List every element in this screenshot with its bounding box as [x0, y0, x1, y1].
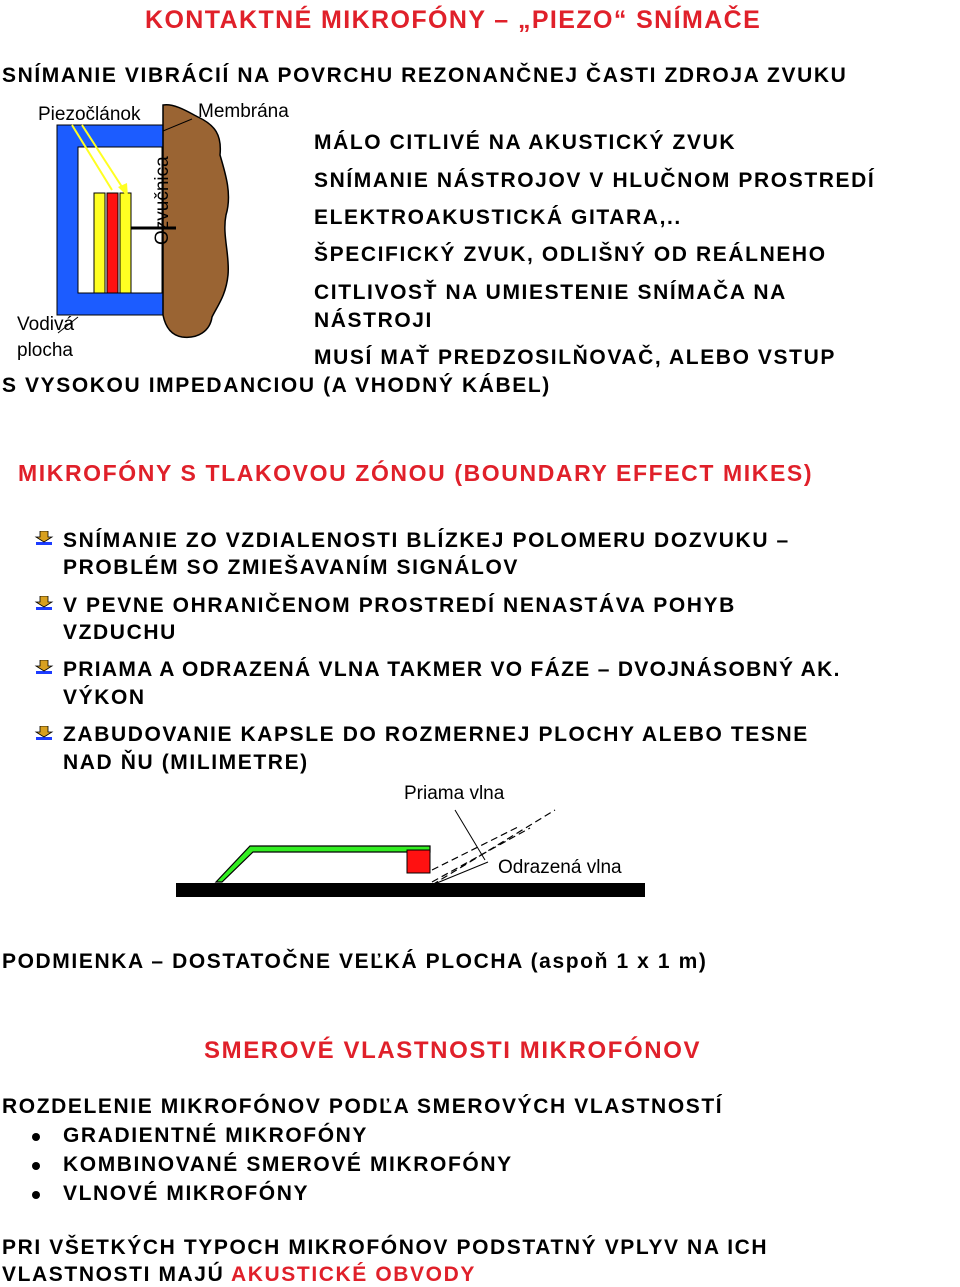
- s2-item-3-l1: PRIAMA A ODRAZENÁ VLNA TAKMER VO FÁZE – DVOJNÁSOBNÝ AK.: [63, 658, 841, 681]
- arrow-bullet-icon: [34, 726, 54, 744]
- soundboard-label: Ozvučnica: [152, 156, 173, 245]
- s3-bullet-2: KOMBINOVANÉ SMEROVÉ MIKROFÓNY: [63, 1153, 513, 1176]
- s1-line-8: S VYSOKOU IMPEDANCIOU (A VHODNÝ KÁBEL): [2, 374, 551, 397]
- s1-line-7: MUSÍ MAŤ PREDZOSILŇOVAČ, ALEBO VSTUP: [314, 346, 836, 369]
- reflected-wave-label: Odrazená vlna: [498, 857, 622, 878]
- boundary-surface: [176, 883, 645, 897]
- mic-capsule: [407, 850, 430, 873]
- acoustic-circuits-highlight: AKUSTICKÉ OBVODY: [231, 1263, 476, 1286]
- s2-item-2-l1: V PEVNE OHRANIČENOM PROSTREDÍ NENASTÁVA POHYB: [63, 594, 736, 617]
- bullet-dot-icon: [32, 1162, 40, 1170]
- s3-bullet-3: VLNOVÉ MIKROFÓNY: [63, 1182, 310, 1205]
- arrow-bullet-icon: [34, 531, 54, 549]
- s1-line-4: ŠPECIFICKÝ ZVUK, ODLIŠNÝ OD REÁLNEHO: [314, 243, 827, 266]
- s2-item-2-l2: VZDUCHU: [63, 621, 177, 644]
- section2-heading: MIKROFÓNY S TLAKOVOU ZÓNOU (BOUNDARY EFFECT MIKES): [18, 460, 814, 486]
- arrow-bullet-icon: [34, 596, 54, 614]
- s2-item-1-l2: PROBLÉM SO ZMIEŠAVANÍM SIGNÁLOV: [63, 556, 520, 579]
- piezo-red: [107, 193, 118, 293]
- s2-item-1-l1: SNÍMANIE ZO VZDIALENOSTI BLÍZKEJ POLOMERU DOZVUKU –: [63, 529, 790, 552]
- s2-item-4-l2: NAD ŇU (MILIMETRE): [63, 751, 309, 774]
- boundary-mic-diagram: [170, 800, 650, 905]
- conductive-surface-label-1: Vodivá: [17, 314, 75, 335]
- section3-heading: SMEROVÉ VLASTNOSTI MIKROFÓNOV: [204, 1037, 702, 1064]
- page-title: KONTAKTNÉ MIKROFÓNY – „PIEZO“ SNÍMAČE: [145, 6, 762, 34]
- closing-line-1: PRI VŠETKÝCH TYPOCH MIKROFÓNOV PODSTATNÝ VPLYV NA ICH: [2, 1236, 769, 1259]
- bullet-dot-icon: [32, 1133, 40, 1141]
- mic-housing: [216, 846, 430, 882]
- s1-line-6: NÁSTROJI: [314, 309, 433, 332]
- piezo-yellow-right: [120, 193, 131, 293]
- section3-intro: ROZDELENIE MIKROFÓNOV PODĽA SMEROVÝCH VLASTNOSTÍ: [2, 1095, 724, 1118]
- membrane-label: Membrána: [198, 101, 289, 122]
- piezo-label: Piezočlánok: [38, 104, 141, 125]
- s1-line-5: CITLIVOSŤ NA UMIESTENIE SNÍMAČA NA: [314, 281, 787, 304]
- closing-line-2-text: VLASTNOSTI MAJÚ: [2, 1263, 231, 1286]
- s1-line-2: SNÍMANIE NÁSTROJOV V HLUČNOM PROSTREDÍ: [314, 169, 876, 192]
- piezo-yellow-left: [94, 193, 105, 293]
- s2-item-3-l2: VÝKON: [63, 686, 146, 709]
- condition-text: PODMIENKA – DOSTATOČNE VEĽKÁ PLOCHA (aspoň 1 x 1 m): [2, 950, 708, 973]
- s3-bullet-1: GRADIENTNÉ MIKROFÓNY: [63, 1124, 368, 1147]
- arrow-bullet-icon: [34, 660, 54, 678]
- closing-line-2: [2, 1263, 476, 1287]
- s1-line-1: MÁLO CITLIVÉ NA AKUSTICKÝ ZVUK: [314, 131, 737, 154]
- s2-item-4-l1: ZABUDOVANIE KAPSLE DO ROZMERNEJ PLOCHY ALEBO TESNE: [63, 723, 809, 746]
- direct-wave-label: Priama vlna: [404, 783, 505, 804]
- section1-heading: SNÍMANIE VIBRÁCIÍ NA POVRCHU REZONANČNEJ ČASTI ZDROJA ZVUKU: [2, 64, 848, 87]
- s1-line-3: ELEKTROAKUSTICKÁ GITARA,..: [314, 206, 682, 229]
- bullet-dot-icon: [32, 1191, 40, 1199]
- conductive-surface-label-2: plocha: [17, 340, 73, 361]
